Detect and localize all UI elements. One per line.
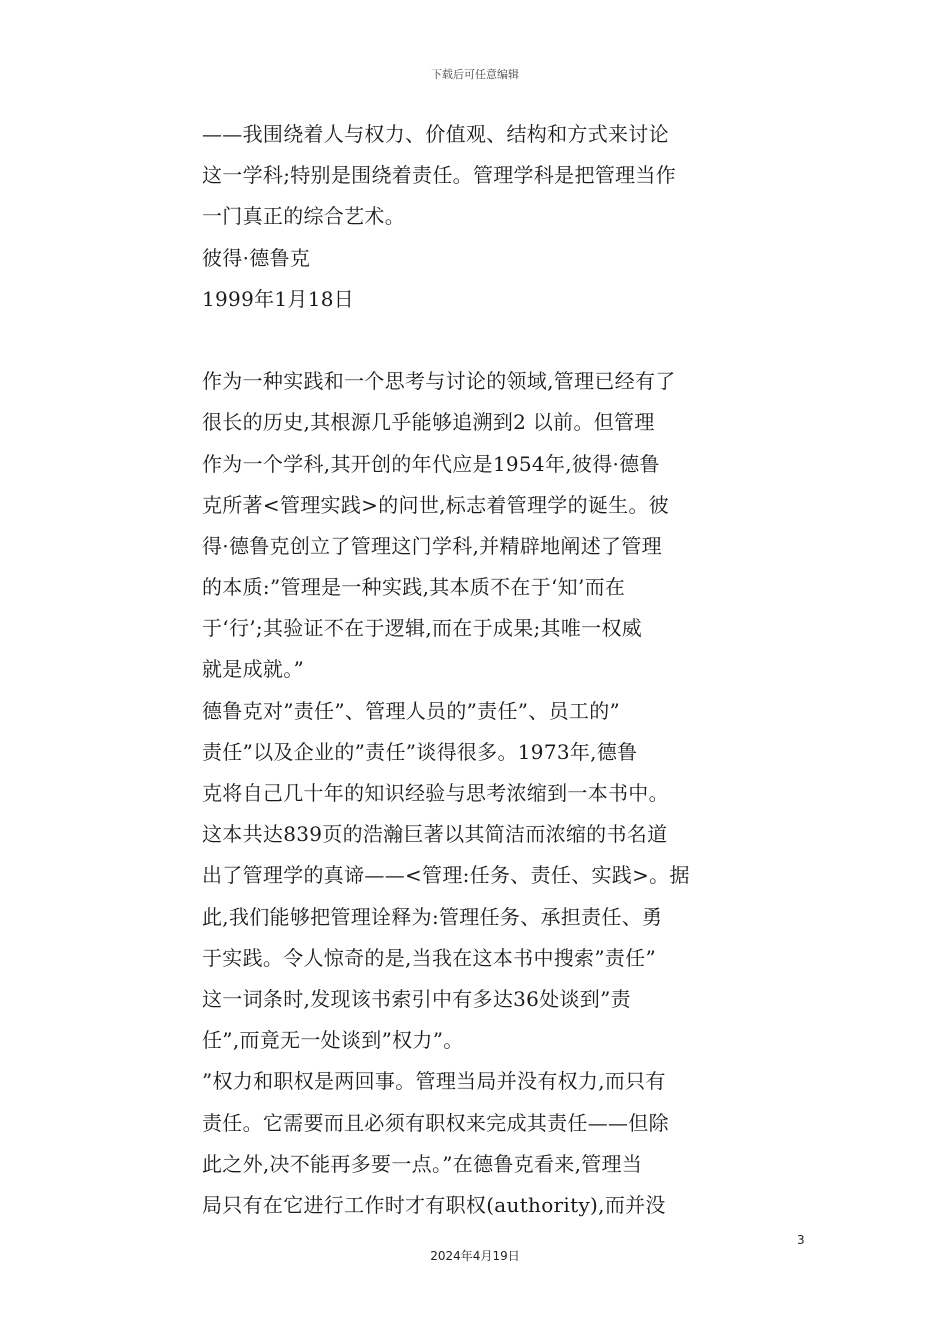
text-line: 于实践。令人惊奇的是,当我在这本书中搜索”责任” [202, 945, 657, 970]
text-line: 很长的历史,其根源几乎能够追溯到2 以前。但管理 [202, 410, 655, 435]
text-line: 这本共达839页的浩瀚巨著以其简洁而浓缩的书名道 [202, 822, 668, 847]
text-line: 一门真正的综合艺术。 [202, 204, 405, 229]
text-line: 于‘行’;其验证不在于逻辑,而在于成果;其唯一权威 [202, 616, 643, 641]
text-line: 得·德鲁克创立了管理这门学科,并精辟地阐述了管理 [202, 533, 662, 558]
text-line: ——我围绕着人与权力、价值观、结构和方式来讨论 [202, 122, 669, 146]
text-line: 责任。它需要而且必须有职权来完成其责任——但除 [202, 1110, 669, 1135]
page-header: 下载后可任意编辑 [431, 68, 519, 81]
text-line: 德鲁克对”责任”、管理人员的”责任”、员工的” [202, 698, 621, 723]
text-line: 克将自己几十年的知识经验与思考浓缩到一本书中。 [202, 781, 669, 805]
text-line: 就是成就。” [202, 657, 305, 682]
text-line: 此,我们能够把管理诠释为:管理任务、承担责任、勇 [202, 904, 663, 929]
text-line: 局只有在它进行工作时才有职权(authority),而并没 [202, 1192, 666, 1217]
text-line: 的本质:”管理是一种实践,其本质不在于‘知’而在 [202, 575, 626, 600]
text-line: 责任”以及企业的”责任”谈得很多。1973年,德鲁 [202, 739, 638, 764]
text-line: 这一词条时,发现该书索引中有多达36处谈到”责 [202, 986, 631, 1011]
signature-date: 1999年1月18日 [202, 286, 355, 311]
text-line: 作为一种实践和一个思考与讨论的领域,管理已经有了 [202, 369, 676, 394]
text-line: 任”,而竟无一处谈到”权力”。 [202, 1028, 464, 1053]
page-number: 3 [797, 1233, 805, 1247]
text-line: ”权力和职权是两回事。管理当局并没有权力,而只有 [202, 1069, 666, 1094]
text-line: 此之外,决不能再多要一点。”在德鲁克看来,管理当 [202, 1151, 643, 1176]
page-footer-date: 2024年4月19日 [430, 1249, 520, 1263]
text-line: 作为一个学科,其开创的年代应是1954年,彼得·德鲁 [202, 451, 660, 476]
text-line: 这一学科;特别是围绕着责任。管理学科是把管理当作 [202, 163, 676, 188]
author-signature: 彼得·德鲁克 [202, 245, 311, 270]
blank-line [202, 320, 750, 361]
document-body [202, 114, 750, 1226]
text-line: 出了管理学的真谛——<管理:任务、责任、实践>。据 [202, 863, 690, 888]
text-line: 克所著<管理实践>的问世,标志着管理学的诞生。彼 [202, 492, 670, 517]
